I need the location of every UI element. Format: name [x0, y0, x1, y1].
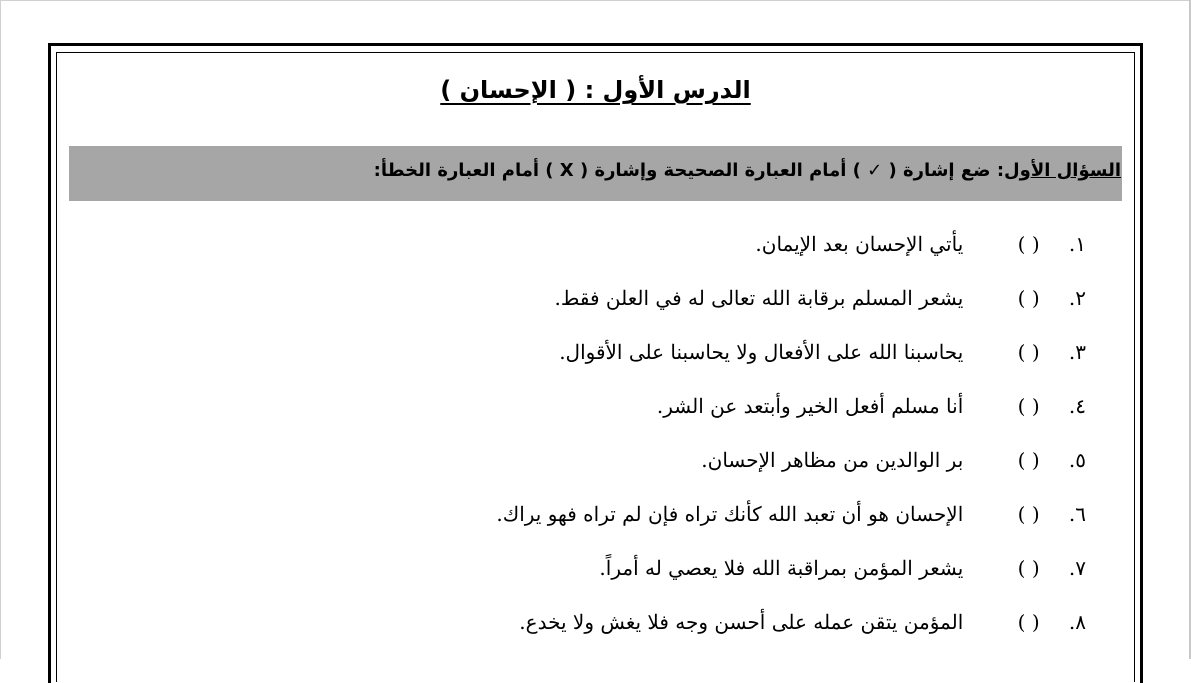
answer-bracket[interactable]: ( )	[1017, 232, 1040, 256]
item-statement: يشعر المؤمن بمراقبة الله فلا يعصي له أمراً.	[599, 556, 964, 580]
answer-bracket[interactable]: ( )	[1017, 448, 1040, 472]
question-label: السؤال الأول	[1004, 160, 1121, 181]
item-number: ١.	[1068, 232, 1086, 256]
item-number: ٤.	[1068, 394, 1086, 418]
item-statement: أنا مسلم أفعل الخير وأبتعد عن الشر.	[656, 394, 964, 418]
answer-bracket[interactable]: ( )	[1017, 394, 1040, 418]
question-instruction-text: : ضع إشارة ( ✓ ) أمام العبارة الصحيحة وإشارة ( X ) أمام العبارة الخطأ:	[373, 160, 1005, 181]
question-instruction	[374, 160, 1121, 181]
answer-bracket[interactable]: ( )	[1017, 556, 1040, 580]
item-statement: يشعر المسلم برقابة الله تعالى له في العلن فقط.	[554, 286, 964, 310]
list-item	[519, 610, 1086, 634]
item-number: ٣.	[1068, 340, 1086, 364]
item-number: ٧.	[1068, 556, 1086, 580]
item-statement: يأتي الإحسان بعد الإيمان.	[755, 232, 964, 256]
list-item	[599, 556, 1086, 580]
item-number: ٥.	[1068, 448, 1086, 472]
page-top-border	[0, 0, 1191, 1]
item-statement: الإحسان هو أن تعبد الله كأنك تراه فإن لم تراه فهو يراك.	[496, 502, 964, 526]
item-number: ٨.	[1068, 610, 1086, 634]
item-number: ٢.	[1068, 286, 1086, 310]
item-statement: يحاسبنا الله على الأفعال ولا يحاسبنا على الأقوال.	[559, 340, 964, 364]
list-item	[755, 232, 1086, 256]
answer-bracket[interactable]: ( )	[1017, 610, 1040, 634]
list-item	[701, 448, 1086, 472]
list-item	[559, 340, 1086, 364]
item-number: ٦.	[1068, 502, 1086, 526]
list-item	[555, 286, 1086, 310]
lesson-title-text: الدرس الأول : ( الإحسان )	[440, 76, 751, 104]
item-statement: المؤمن يتقن عمله على أحسن وجه فلا يغش ولا يخدع.	[519, 610, 964, 634]
item-statement: بر الوالدين من مظاهر الإحسان.	[701, 448, 964, 472]
answer-bracket[interactable]: ( )	[1017, 286, 1040, 310]
lesson-title	[0, 76, 1191, 104]
answer-bracket[interactable]: ( )	[1017, 340, 1040, 364]
list-item	[496, 502, 1086, 526]
list-item	[657, 394, 1086, 418]
answer-bracket[interactable]: ( )	[1017, 502, 1040, 526]
